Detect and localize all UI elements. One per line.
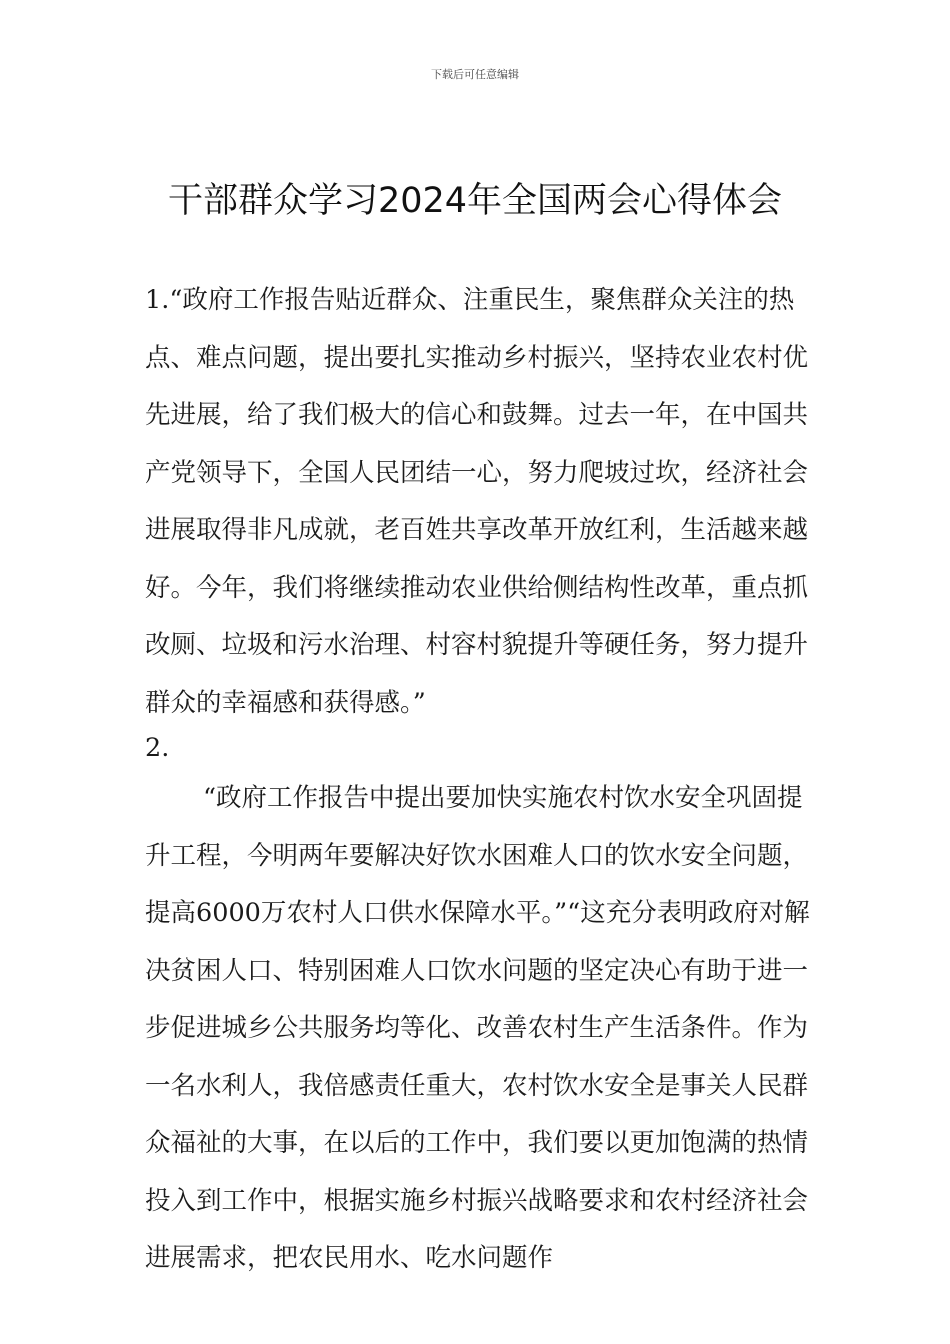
document-title: 干部群众学习2024年全国两会心得体会: [167, 181, 783, 221]
section-2-paragraph: “政府工作报告中提出要加快实施农村饮水安全巩固提升工程，今明两年要解决好饮水困难人口的饮水安全问题，提高6000万农村人口供水保障水平。”“这充分表明政府对解决贫困人口、特别困难人口饮水问题的坚定决心有助于进一步促进城乡公共服务均等化、改善农村生产生活条件。作为一名水利人，我倍感责任重大，农村饮水安全是事关人民群众福祉的大事，在以后的工作中，我们要以更加饱满的热情投入到工作中，根据实施乡村振兴战略要求和农村经济社会进展需求，把农民用水、吃水问题作: [145, 783, 810, 1273]
header-note: 下载后可任意编辑: [431, 68, 519, 81]
section-1-paragraph: 1.“政府工作报告贴近群众、注重民生，聚焦群众关注的热点、难点问题，提出要扎实推动乡村振兴，坚持农业农村优先进展，给了我们极大的信心和鼓舞。过去一年，在中国共产党领导下，全国人民团结一心，努力爬坡过坎，经济社会进展取得非凡成就，老百姓共享改革开放红利，生活越来越好。今年，我们将继续推动农业供给侧结构性改革，重点抓改厕、垃圾和污水治理、村容村貌提升等硬任务，努力提升群众的幸福感和获得感。”: [145, 285, 809, 718]
section-2-number: 2.: [145, 733, 170, 763]
